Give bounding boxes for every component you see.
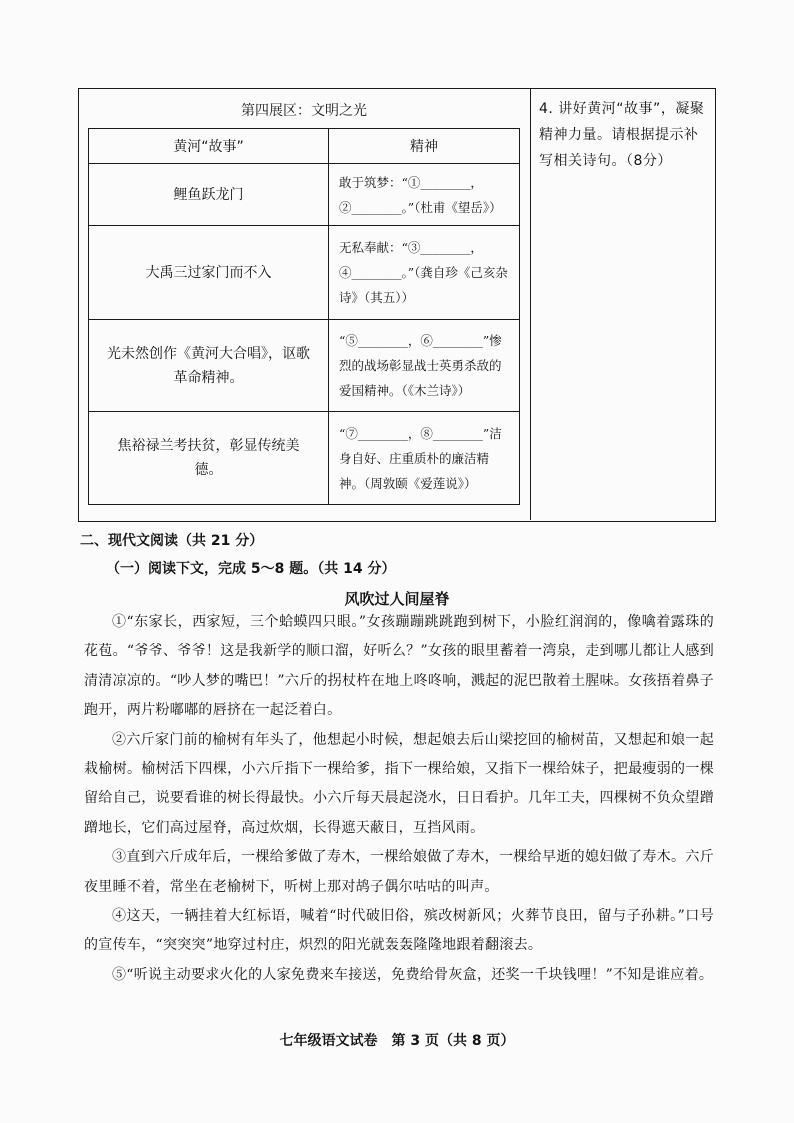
table-row <box>89 164 520 226</box>
spirit-cell: “⑦________，⑧________”洁身自好、庄重质朴的廉洁精神。（周敦颐《爱莲说》） <box>329 412 520 505</box>
spirit-cell: 敢于筑梦：“①________，②________。”（杜甫《望岳》） <box>329 164 520 226</box>
page-footer: 七年级语文试卷 第 3 页（共 8 页） <box>279 1033 515 1049</box>
paragraph: ②六斤家门前的榆树有年头了，他想起小时候，想起娘去后山梁挖回的榆树苗，又想起和娘一起栽榆树。榆树活下四棵，小六斤指下一棵给爹，指下一棵给娘，又指下一棵给妹子，把最瘦弱的一棵留给自己，说要看谁的树长得最快。小六斤每天晨起浇水，日日看护。几年工夫，四棵树不负众望蹭蹭地长，它们高过屋脊，高过炊烟，长得遮天蔽日，互挡风雨。 <box>84 731 714 836</box>
question-box-divider <box>530 88 531 520</box>
story-cell: 焦裕禄兰考扶贫，彰显传统美德。 <box>89 412 329 505</box>
paragraph: ③直到六斤成年后，一棵给爹做了寿木，一棵给娘做了寿木，一棵给早逝的媳妇做了寿木。六斤夜里睡不着，常坐在老榆树下，听树上那对鸪子偶尔咕咕的叫声。 <box>84 849 714 895</box>
column-header-spirit: 精神 <box>329 129 520 164</box>
table-header-row <box>89 129 520 164</box>
passage-body <box>84 608 714 990</box>
story-cell: 大禹三过家门而不入 <box>89 226 329 320</box>
spirit-cell: 无私奉献：“③________，④________。”（龚自珍《己亥杂诗》（其五）） <box>329 226 520 320</box>
subsection-heading: （一）阅读下文，完成 5～8 题。（共 14 分） <box>106 561 396 577</box>
story-cell: 光未然创作《黄河大合唱》，讴歌革命精神。 <box>89 320 329 412</box>
paragraph: ⑤“听说主动要求火化的人家免费来车接送，免费给骨灰盒，还奖一千块钱哩！”不知是谁应着。 <box>112 966 714 983</box>
spirit-cell: “⑤________，⑥________”惨烈的战场彰显战士英勇杀敌的爱国精神。（《木兰诗》） <box>329 320 520 412</box>
section-heading: 二、现代文阅读（共 21 分） <box>80 533 264 549</box>
passage-title: 风吹过人间屋脊 <box>344 590 450 608</box>
exhibit-title: 第四展区：文明之光 <box>241 103 367 119</box>
exhibit-table <box>88 128 520 505</box>
table-row <box>89 412 520 505</box>
paragraph: ④这天，一辆挂着大红标语，喊着“时代破旧俗，殡改树新风；火葬节良田，留与子孙耕。”口号的宣传车，“突突突”地穿过村庄，炽烈的阳光就轰轰隆隆地跟着翻滚去。 <box>84 908 714 954</box>
column-header-story: 黄河“故事” <box>89 129 329 164</box>
story-cell: 鲤鱼跃龙门 <box>89 164 329 226</box>
question-4-prompt: 4. 讲好黄河“故事”，凝聚精神力量。请根据提示补写相关诗句。（8分） <box>539 101 705 169</box>
table-row <box>89 226 520 320</box>
paragraph: ①“东家长，西家短，三个蛤蟆四只眼。”女孩蹦蹦跳跳跑到树下，小脸红润润的，像噙着露珠的花苞。“爷爷、爷爷！这是我新学的顺口溜，好听么？”女孩的眼里蓄着一湾泉，走到哪儿都让人感到清清凉凉的。“吵人梦的嘴巴！”六斤的拐杖杵在地上咚咚响，溅起的泥巴散着土腥味。女孩捂着鼻子跑开，两片粉嘟嘟的唇挤在一起泛着白。 <box>84 614 714 719</box>
table-row <box>89 320 520 412</box>
